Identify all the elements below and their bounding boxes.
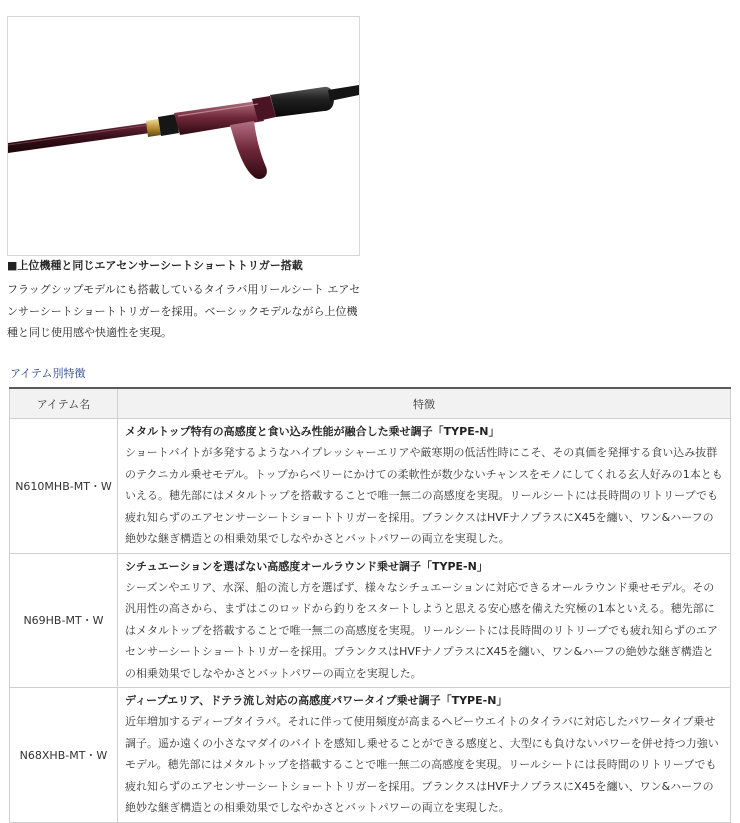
product-photo — [7, 16, 360, 256]
item-features — [118, 419, 731, 554]
item-features — [118, 553, 731, 688]
table-row — [10, 553, 731, 688]
table-row — [10, 419, 731, 554]
item-heading: ディープエリア、ドテラ流し対応の高感度パワータイプ乗せ調子「TYPE-N」 — [125, 694, 508, 707]
header-features: 特徴 — [118, 388, 731, 419]
item-name: N610MHB-MT・W — [10, 419, 118, 554]
header-item-name: アイテム名 — [10, 388, 118, 419]
item-features-table — [9, 387, 731, 823]
item-features — [118, 688, 731, 823]
item-name: N68XHB-MT・W — [10, 688, 118, 823]
feature-section — [7, 259, 367, 344]
item-name: N69HB-MT・W — [10, 553, 118, 688]
item-heading: メタルトップ特有の高感度と食い込み性能が融合した乗せ調子「TYPE-N」 — [125, 425, 500, 438]
section-title: アイテム別特徴 — [10, 367, 86, 380]
feature-body: フラッグシップモデルにも搭載しているタイラバ用リールシート エアセンサーシートショートトリガーを採用。ベーシックモデルながら上位機種と同じ使用感や快適性を実現。 — [7, 283, 361, 339]
item-heading: シチュエーションを選ばない高感度オールラウンド乗せ調子「TYPE-N」 — [125, 559, 488, 573]
feature-heading: ■上位機種と同じエアセンサーシートショートトリガー搭載 — [7, 259, 303, 272]
item-description: シーズンやエリア、水深、船の流し方を選ばず、様々なシチュエーションに対応できるオールラウンド乗せモデル。その汎用性の高さから、まずはこのロッドから釣りをスタートしようと思える安心感を備えた究極の1本といえる。穂先部にはメタルトップを搭載することで唯一無二の高感度を実現。リールシートには長時間のリトリーブでも疲れ知らずのエアセンサーシートショートトリガーを採用。ブランクスはHVFナノプラスにX45を纏い、ワン&ハーフの絶妙な継ぎ構造との相乗効果でしなやかさとバットパワーの両立を実現した。 — [125, 580, 718, 680]
table-header-row — [10, 388, 731, 419]
item-description: ショートバイトが多発するようなハイプレッシャーエリアや厳寒期の低活性時にこそ、その真価を発揮する食い込み抜群のテクニカル乗せモデル。トップからベリーにかけての柔軟性が数少ないチャンスをモノにしてくれる玄人好みの1本ともいえる。穂先部にはメタルトップを搭載することで唯一無二の高感度を実現。リールシートには長時間のリトリーブでも疲れ知らずのエアセンサーシートショートトリガーを採用。ブランクスはHVFナノプラスにX45を纏い、ワン&ハーフの絶妙な継ぎ構造との相乗効果でしなやかさとバットパワーの両立を実現した。 — [125, 446, 723, 545]
table-row — [10, 688, 731, 823]
item-description: 近年増加するディープタイラバ。それに伴って使用頻度が高まるヘビーウエイトのタイラバに対応したパワータイプ乗せ調子。遥か遠くの小さなマダイのバイトを感知し乗せることができる感度と、大型にも負けないパワーを併せ持つ力強いモデル。穂先部にはメタルトップを搭載することで唯一無二の高感度を実現。リールシートには長時間のリトリーブでも疲れ知らずのエアセンサーシートショートトリガーを採用。ブランクスはHVFナノプラスにX45を纏い、ワン&ハーフの絶妙な継ぎ構造との相乗効果でしなやかさとバットパワーの両立を実現した。 — [125, 715, 719, 814]
